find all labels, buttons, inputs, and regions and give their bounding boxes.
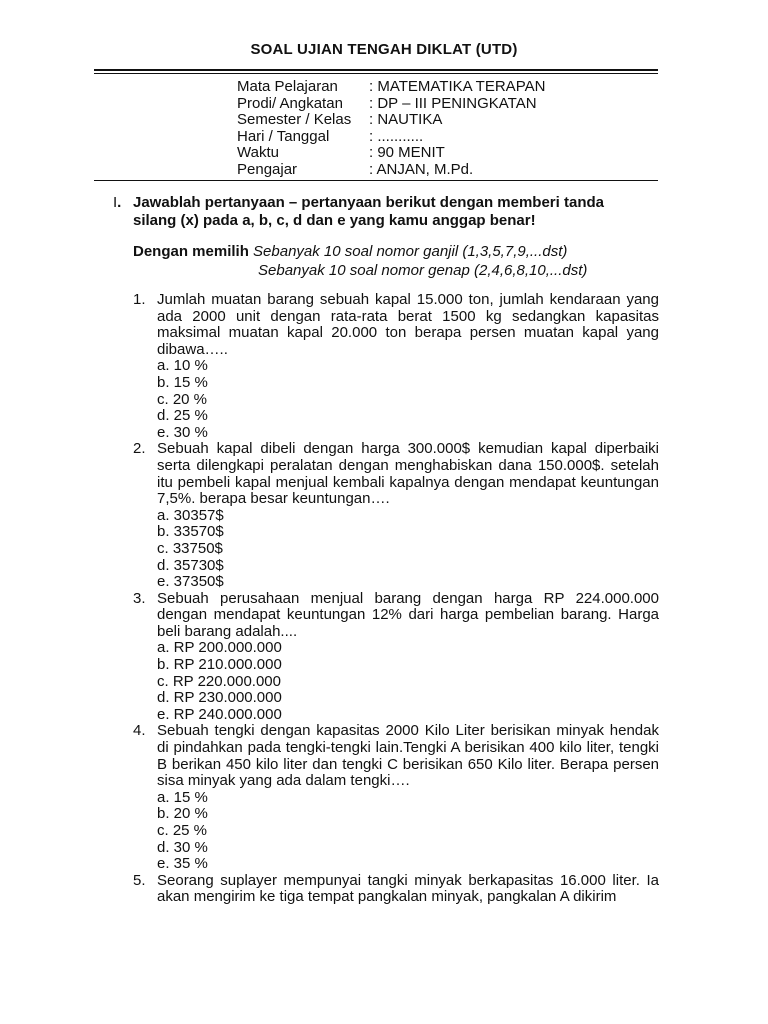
question-text: Jumlah muatan barang sebuah kapal 15.000 ton, jumlah kendaraan yang ada 2000 unit dengan rata-rata berat 1500 kg sedangkan kapasitas maksimal muatan kapal 20.000 ton berapa persen muatan kapal yang dibawa….. (157, 291, 659, 358)
answer-option: e. 35 % (157, 855, 208, 873)
exam-info-table (237, 78, 545, 177)
choice-line-odd (133, 243, 567, 260)
choice-line-even (258, 262, 587, 279)
answer-option: b. 33570$ (157, 523, 224, 541)
question-item (133, 591, 659, 724)
question-number: 3. (133, 589, 146, 607)
info-label: Mata Pelajaran (237, 78, 338, 95)
header-rule-thick (94, 69, 658, 71)
answer-option: d. 30 % (157, 838, 208, 856)
question-number: 2. (133, 440, 146, 458)
info-label: Hari / Tanggal (237, 127, 330, 145)
answer-option: a. 30357$ (157, 506, 224, 524)
answer-option: c. RP 220.000.000 (157, 672, 281, 690)
answer-option: a. RP 200.000.000 (157, 639, 282, 657)
question-text: Sebuah kapal dibeli dengan harga 300.000$ kemudian kapal diperbaiki serta dilengkapi peralatan dengan menghabiskan dana 150.000$. setelah itu pembeli kapal menjual kembali kapalnya dengan mendapat keuntungan 7,5%. berapa besar keuntungan…. (157, 440, 659, 508)
info-value: : MATEMATIKA TERAPAN (369, 78, 546, 95)
question-list (133, 292, 659, 906)
question-text: Sebuah perusahaan menjual barang dengan harga RP 224.000.000 dengan mendapat keuntungan 12% dari harga pembelian barang. Harga beli barang adalah.... (157, 589, 659, 640)
answer-option: c. 33750$ (157, 539, 223, 557)
answer-option: d. 25 % (157, 407, 208, 425)
choice-lead: Dengan memilih (133, 243, 249, 260)
info-value: : ANJAN, M.Pd. (369, 160, 474, 178)
choice-even: Sebanyak 10 soal nomor genap (2,4,6,8,10,...dst) (258, 262, 588, 279)
answer-option: c. 25 % (157, 822, 208, 839)
info-row-program (237, 95, 545, 112)
answer-option: a. 10 % (157, 357, 208, 375)
answer-option: d. 35730$ (157, 556, 224, 574)
question-text: Seorang suplayer mempunyai tangki minyak berkapasitas 16.000 liter. Ia akan mengirim ke tiga tempat pangkalan minyak, pangkalan A dikirim (157, 871, 659, 906)
info-label: Waktu (237, 144, 279, 161)
info-row-semester (237, 111, 545, 128)
section-number: I. (113, 194, 122, 211)
question-number: 5. (133, 871, 146, 889)
info-row-teacher (237, 161, 545, 178)
answer-option: e. 37350$ (157, 573, 224, 591)
question-number: 4. (133, 722, 146, 740)
info-label: Prodi/ Angkatan (237, 94, 343, 112)
instruction-line-2: silang (x) pada a, b, c, d dan e yang kamu anggap benar! (133, 212, 536, 229)
info-label: Semester / Kelas (237, 111, 352, 128)
info-row-time (237, 144, 545, 161)
answer-option: e. 30 % (157, 423, 208, 441)
question-text: Sebuah tengki dengan kapasitas 2000 Kilo Liter berisikan minyak hendak di pindahkan pada tengki-tengki lain.Tengki A berisikan 400 kilo liter, tengki B berikan 450 kilo liter dan tengki C berisikan 650 Kilo liter. Berapa persen sisa minyak yang ada dalam tengki…. (157, 722, 659, 790)
answer-option: c. 20 % (157, 390, 208, 408)
info-bottom-rule (94, 180, 658, 181)
info-row-date (237, 128, 545, 145)
info-value: : NAUTIKA (369, 111, 443, 128)
answer-option: b. 20 % (157, 805, 208, 823)
info-value: : ........... (369, 127, 424, 145)
choice-odd: Sebanyak 10 soal nomor ganjil (1,3,5,7,9,...dst) (253, 243, 568, 260)
answer-option: b. RP 210.000.000 (157, 656, 282, 674)
question-item (133, 873, 659, 906)
answer-option: a. 15 % (157, 788, 208, 806)
info-row-subject (237, 78, 545, 95)
answer-option: b. 15 % (157, 373, 208, 391)
question-number: 1. (133, 291, 146, 308)
header-rule-thin (94, 73, 658, 74)
question-item (133, 292, 659, 441)
info-value: : DP – III PENINGKATAN (369, 94, 537, 112)
instruction-line-1: Jawablah pertanyaan – pertanyaan berikut dengan memberi tanda (133, 194, 604, 211)
info-label: Pengajar (237, 160, 298, 178)
question-item (133, 441, 659, 590)
question-item (133, 723, 659, 872)
answer-option: d. RP 230.000.000 (157, 689, 282, 707)
answer-option: e. RP 240.000.000 (157, 705, 282, 723)
document-title: SOAL UJIAN TENGAH DIKLAT (UTD) (250, 41, 518, 58)
info-value: : 90 MENIT (369, 144, 445, 161)
